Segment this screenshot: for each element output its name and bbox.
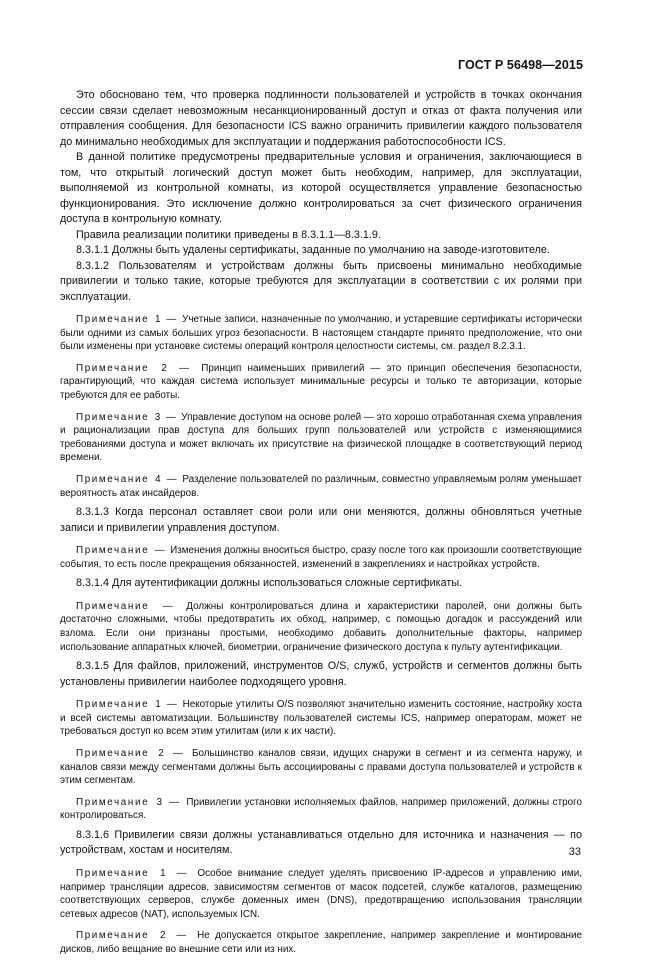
note-text: Принцип наименьших привилегий — это принцип обеспечения безопасности, гарантирующий, что каждая система использует минимальные ресурсы и только те авторизации, которые требуются для ее работы. [60,362,582,401]
body-paragraph [60,505,582,536]
note-label: Примечание [76,362,150,374]
note-number: 1 [160,867,166,879]
paragraph-text: 8.3.1.6 Привилегии связи должны устанавливаться отдельно для источника и назначения — по устройствам, хостам и носителям. [60,828,582,857]
note-label: Примечание [76,545,150,557]
body-paragraph [60,659,582,690]
standard-header: ГОСТ Р 56498—2015 [457,58,583,72]
note-paragraph: Примечание — Должны контролироваться длина и характеристики паролей, они должны быть достаточно сложными, чтобы предотвратить их обход, например, с помощью догадок и рассуждений или взлома. Если они признаны простыми, необходимо добавить дополнительные факторы, например использование аппаратных ключей, биометрии, ограничение физического доступа к пульту аутентификации. [60,600,582,653]
note-paragraph: Примечание — Изменения должны вноситься быстро, сразу после того как произошли соответствующие события, то есть после прекращения обязанностей, изменений в закреплениях и настройках устройств. [60,545,582,570]
note-text: Большинство каналов связи, идущих снаружи в сегмент и из сегмента наружу, и каналов связи между сегментами должны быть ассоциированы с правами доступа пользователей и устройств к этим сегментам. [60,747,583,787]
note-label: Примечание [76,473,150,485]
body-paragraph [60,576,582,592]
note-number: 4 [155,473,161,485]
note-text: Привилегии установки исполняемых файлов, например приложений, должны строго контролироваться. [60,796,582,822]
note-label: Примечание [76,867,150,879]
note-number: 2 [161,362,167,374]
page-number: 33 [568,846,581,858]
paragraph-text: Правила реализации политики приведены в 8.3.1.1—8.3.1.9. [76,228,381,241]
note-number: 1 [155,314,161,325]
note-number: 1 [155,699,161,711]
note-paragraph: Примечание 1 — Особое внимание следует уделять присвоению IP-адресов и управлению ими, например трансляции адресов, зависимостям сегментов от масок подсетей, службе каталогов, размещению соответствующих серверов, службе доменных имен (DNS), предотвращению использования трансляции сетевых адресов (NAT), используемых ICN. [60,867,582,920]
note-paragraph: Примечание 3 — Привилегии установки исполняемых файлов, например приложений, должны строго контролироваться. [60,796,582,822]
paragraph-text: 8.3.1.4 Для аутентификации должны использоваться сложные сертификаты. [76,577,463,590]
note-label: Примечание [76,796,150,808]
note-paragraph: Примечание 1 — Некоторые утилиты O/S позволяют значительно изменить состояние, настройку хоста и всей системы автоматизации. Большинству пользователей системы ICS, например операторам, может не требоваться доступ ко всем этим утилитам (или к их части). [60,699,582,738]
note-label: Примечание [76,930,150,942]
paragraph-text: 8.3.1.2 Пользователям и устройствам должны быть присвоены минимально необходимые привилегии и только такие, которые требуются для эксплуатации в соответствии с их ролями при эксплуатации. [60,259,582,303]
note-paragraph: Примечание 2 — Принцип наименьших привилегий — это принцип обеспечения безопасности, гарантирующий, что каждая система использует минимальные ресурсы и только те авторизации, которые требуются для ее работы. [60,362,582,401]
note-label: Примечание [76,411,150,423]
paragraph-text: В данной политике предусмотрены предварительные условия и ограничения, заключающиеся в том, что открытый логический доступ может быть необходим, например, для эксплуатации, выполняемой из контрольной комнаты, из которой осуществляется управление безопасностью функционирования. Это исключение должно контролироваться за счет физического ограничения доступа в контрольную комнату. [60,151,582,225]
note-text: Разделение пользователей по различным, совместно управляемым ролям уменьшает вероятность атак инсайдеров. [60,473,582,499]
body-paragraph [60,150,582,228]
note-text: Учетные записи, назначенные по умолчанию, и устаревшие сертификаты исторически были одними из самых больших угроз безопасности. В настоящем стандарте принято предположение, что они были изменены при установке системы операций контроля целостности системы, см. раздел 8.2.3.1. [60,314,582,353]
note-paragraph: Примечание 1 — Учетные записи, назначенные по умолчанию, и устаревшие сертификаты исторически были одними из самых больших угроз безопасности. В настоящем стандарте принято предположение, что они были изменены при установке системы операций контроля целостности системы, см. раздел 8.2.3.1. [60,314,582,353]
body-paragraph [60,88,582,150]
note-number: 2 [158,747,164,759]
note-paragraph: Примечание 2 — Не допускается открытое закрепление, например закрепление и монтирование дисков, либо вещание во внешние сети или из них. [60,930,583,955]
note-text: Особое внимание следует уделять присвоению IP-адресов и управлению ими, например трансляции адресов, зависимостям сегментов от масок подсетей, службе каталогов, размещению соответствующих серверов, службе доменных имен (DNS), предотвращению использования трансляции сетевых адресов (NAT), используемых ICN. [60,867,582,920]
note-label: Примечание [76,600,150,612]
note-label: Примечание [76,699,150,711]
note-text: Не допускается открытое закрепление, например закрепление и монтирование дисков, либо вещание во внешние сети или из них. [60,930,583,955]
note-paragraph: Примечание 3 — Управление доступом на основе ролей — это хорошо отработанная схема управления и рационализации прав доступа для больших групп пользователей или устройств с изменяющимися требованиями доступа и может включать их присутствие на физической площадке в соответствующий период времени. [60,411,582,464]
note-label: Примечание [76,314,150,325]
note-label: Примечание [76,747,150,759]
paragraph-text: 8.3.1.1 Должны быть удалены сертификаты, заданные по умолчанию на заводе-изготовителе. [76,244,550,256]
document-body [60,88,582,962]
body-paragraph [60,828,582,859]
paragraph-text: 8.3.1.5 Для файлов, приложений, инструментов O/S, служб, устройств и сегментов должны быть установлены привилегии наиболее подходящего уровня. [60,660,582,688]
note-paragraph: Примечание 4 — Разделение пользователей по различным, совместно управляемым ролям уменьшает вероятность атак инсайдеров. [60,473,582,499]
note-number: 2 [160,930,166,942]
note-number: 3 [154,411,161,423]
paragraph-text: 8.3.1.3 Когда персонал оставляет свои роли или они меняются, должны обновляться учетные записи и привилегии управления доступом. [60,506,582,534]
body-paragraph [60,259,582,306]
note-number: 3 [156,796,162,808]
note-paragraph: Примечание 2 — Большинство каналов связи, идущих снаружи в сегмент и из сегмента наружу, и каналов связи между сегментами должны быть ассоциированы с правами доступа пользователей и устройств к этим сегментам. [60,747,583,787]
body-paragraph [60,243,582,259]
note-text: Управление доступом на основе ролей — это хорошо отработанная схема управления и рационализации прав доступа для больших групп пользователей или устройств с изменяющимися требованиями доступа и может включать их присутствие на физической площадке в соответствующий период времени. [60,411,582,464]
note-text: Должны контролироваться длина и характеристики паролей, они должны быть достаточно сложными, чтобы предотвратить их обход, например, с помощью догадок и рассуждений или взлома. Если они признаны простыми, необходимо добавить дополнительные факторы, например использование аппаратных ключей, биометрии, ограничение физического доступа к пульту аутентификации. [60,600,582,653]
body-paragraph [60,228,582,244]
note-text: Некоторые утилиты O/S позволяют значительно изменить состояние, настройку хоста и всей системы автоматизации. Большинству пользователей системы ICS, например операторам, может не требоваться доступ ко всем этим утилитам (или к их части). [60,699,582,738]
paragraph-text: Это обосновано тем, что проверка подлинности пользователей и устройств в точках окончания сессии связи сделает невозможным несанкционированный доступ и отказ от факта получения или отправления сообщения. Для безопасности ICS важно ограничить привилегии каждого пользователя до минимально необходимых для эксплуатации и поддержания работоспособности ICS. [60,89,582,148]
note-text: Изменения должны вноситься быстро, сразу после того как произошли соответствующие события, то есть после прекращения обязанностей, изменений в закреплениях и настройках устройств. [60,545,582,570]
